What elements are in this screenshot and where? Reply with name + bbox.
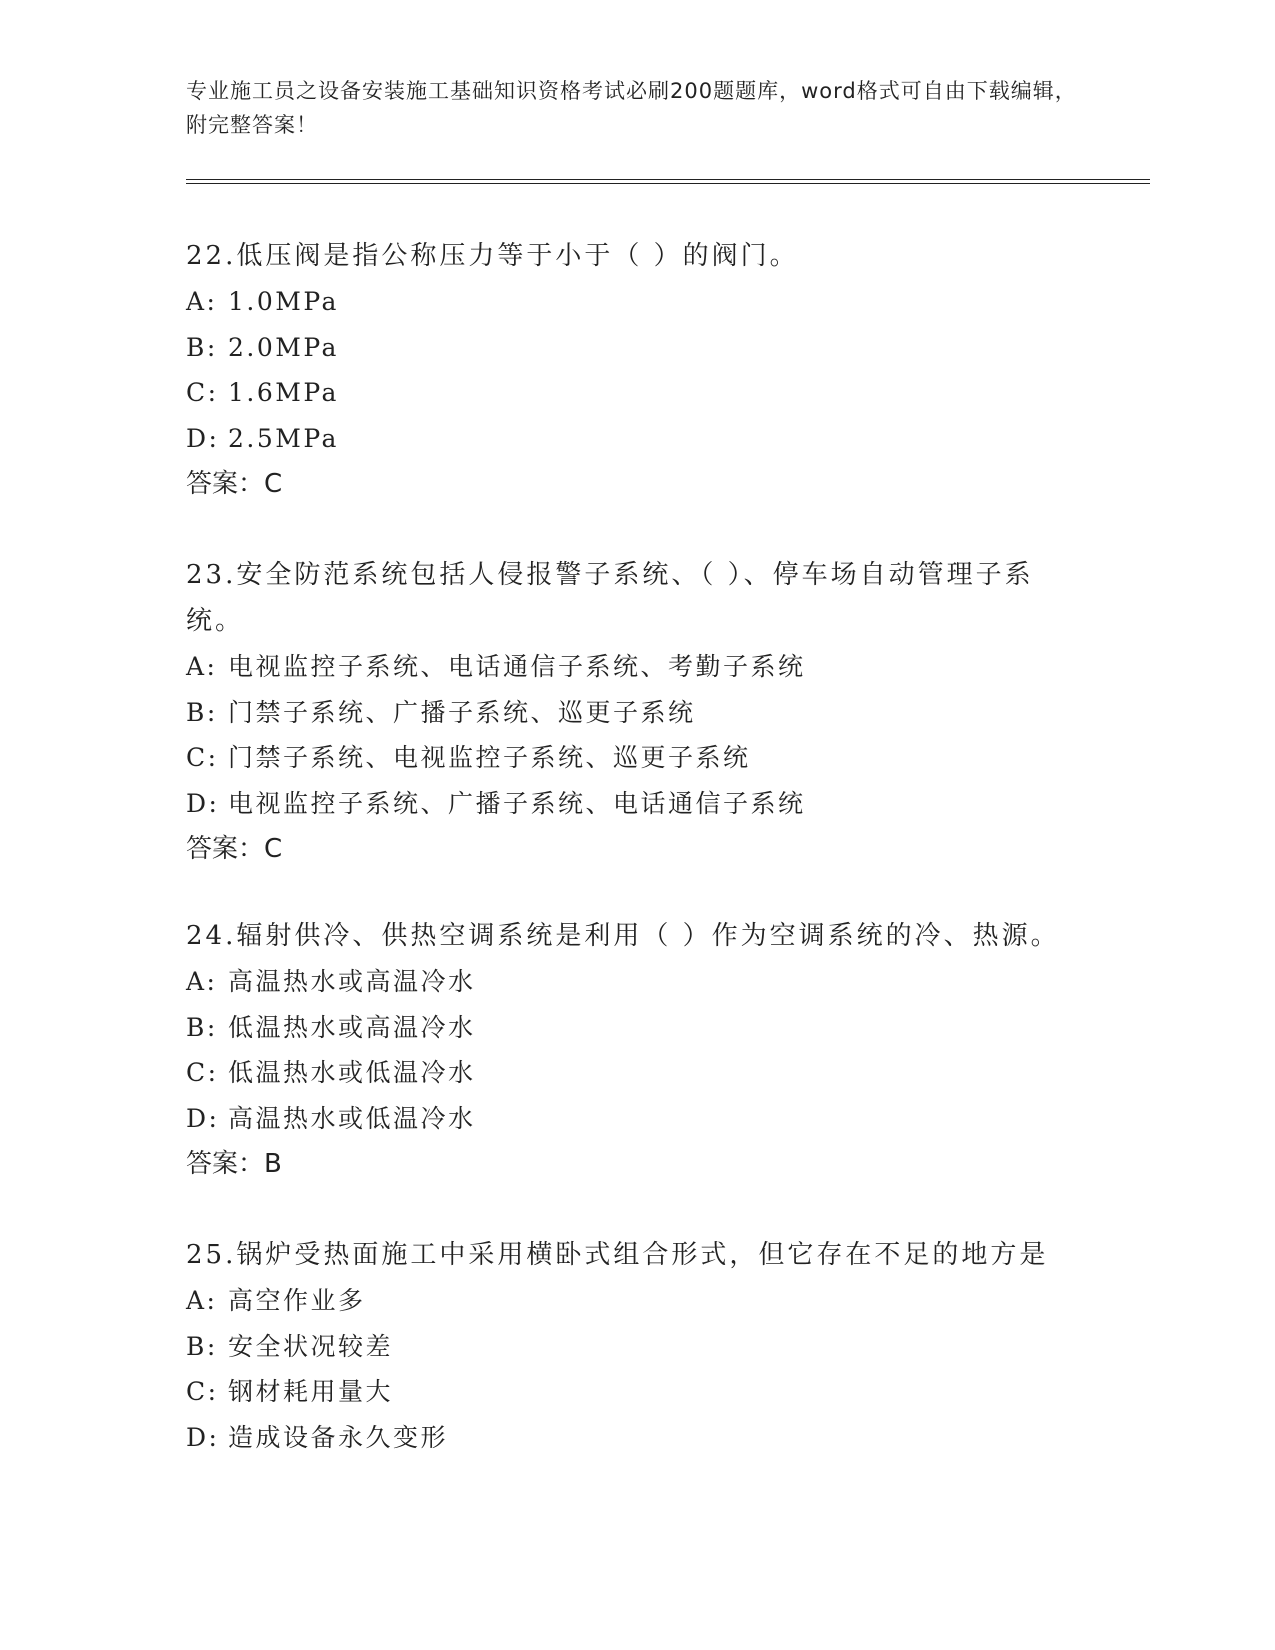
option-c xyxy=(186,1050,1066,1096)
option-letter: C: xyxy=(186,1058,219,1087)
option-b xyxy=(186,1005,1066,1051)
question-24 xyxy=(186,913,1066,1187)
option-text: 2.5MPa xyxy=(228,423,339,453)
option-b xyxy=(186,690,1066,736)
option-text: 低温热水或低温冷水 xyxy=(228,1058,476,1087)
option-a xyxy=(186,644,1066,690)
question-text: 24.辐射供冷、供热空调系统是利用（ ）作为空调系统的冷、热源。 xyxy=(186,921,1060,951)
document-header: 专业施工员之设备安装施工基础知识资格考试必刷200题题库，word格式可自由下载编辑，附完整答案！ xyxy=(186,79,1077,137)
option-letter: B: xyxy=(186,332,218,362)
option-letter: B: xyxy=(186,1012,218,1042)
option-letter: D: xyxy=(186,423,220,453)
option-list xyxy=(186,279,1066,461)
option-text: 门禁子系统、广播子系统、巡更子系统 xyxy=(228,697,696,727)
option-b xyxy=(186,325,1066,371)
option-letter: B: xyxy=(186,1331,218,1361)
option-letter: A: xyxy=(186,652,218,681)
option-letter: C: xyxy=(186,743,219,772)
option-text: 门禁子系统、电视监控子系统、巡更子系统 xyxy=(228,743,751,772)
option-list xyxy=(186,959,1066,1141)
answer-line: 答案：C xyxy=(186,834,283,864)
header-divider-top xyxy=(186,179,1150,180)
option-text: 高温热水或低温冷水 xyxy=(228,1103,476,1133)
option-letter: D: xyxy=(186,1103,220,1133)
option-text: 钢材耗用量大 xyxy=(228,1377,394,1406)
option-c xyxy=(186,370,1066,416)
option-letter: C: xyxy=(186,378,219,407)
option-d xyxy=(186,1415,1066,1461)
option-c xyxy=(186,735,1066,781)
option-letter: B: xyxy=(186,697,218,727)
option-c xyxy=(186,1369,1066,1415)
option-b xyxy=(186,1324,1066,1370)
option-text: 高空作业多 xyxy=(228,1286,366,1315)
question-text: 23.安全防范系统包括人侵报警子系统、（ ）、停车场自动管理子系统。 xyxy=(186,560,1034,636)
option-letter: D: xyxy=(186,1422,220,1452)
header-divider-bottom xyxy=(186,183,1150,184)
option-text: 安全状况较差 xyxy=(228,1331,394,1361)
option-text: 电视监控子系统、广播子系统、电话通信子系统 xyxy=(228,788,806,818)
option-text: 1.6MPa xyxy=(228,378,339,407)
option-a xyxy=(186,959,1066,1005)
option-a xyxy=(186,1278,1066,1324)
question-text: 25.锅炉受热面施工中采用横卧式组合形式，但它存在不足的地方是 xyxy=(186,1240,1049,1270)
option-list xyxy=(186,644,1066,826)
option-text: 低温热水或高温冷水 xyxy=(228,1012,476,1042)
question-23 xyxy=(186,552,1066,872)
option-letter: C: xyxy=(186,1377,219,1406)
option-text: 电视监控子系统、电话通信子系统、考勤子系统 xyxy=(228,652,806,681)
question-text: 22.低压阀是指公称压力等于小于（ ）的阀门。 xyxy=(186,241,799,271)
option-text: 1.0MPa xyxy=(228,287,339,316)
option-text: 2.0MPa xyxy=(228,332,339,362)
option-letter: A: xyxy=(186,1286,218,1315)
option-a xyxy=(186,279,1066,325)
option-d xyxy=(186,1096,1066,1142)
question-25 xyxy=(186,1232,1066,1460)
option-letter: D: xyxy=(186,788,220,818)
option-d xyxy=(186,416,1066,462)
option-letter: A: xyxy=(186,287,218,316)
option-text: 高温热水或高温冷水 xyxy=(228,967,476,996)
option-d xyxy=(186,781,1066,827)
answer-line: 答案：C xyxy=(186,469,283,499)
option-list xyxy=(186,1278,1066,1460)
answer-line: 答案：B xyxy=(186,1149,282,1179)
question-22 xyxy=(186,233,1066,507)
option-letter: A: xyxy=(186,967,218,996)
option-text: 造成设备永久变形 xyxy=(228,1422,449,1452)
